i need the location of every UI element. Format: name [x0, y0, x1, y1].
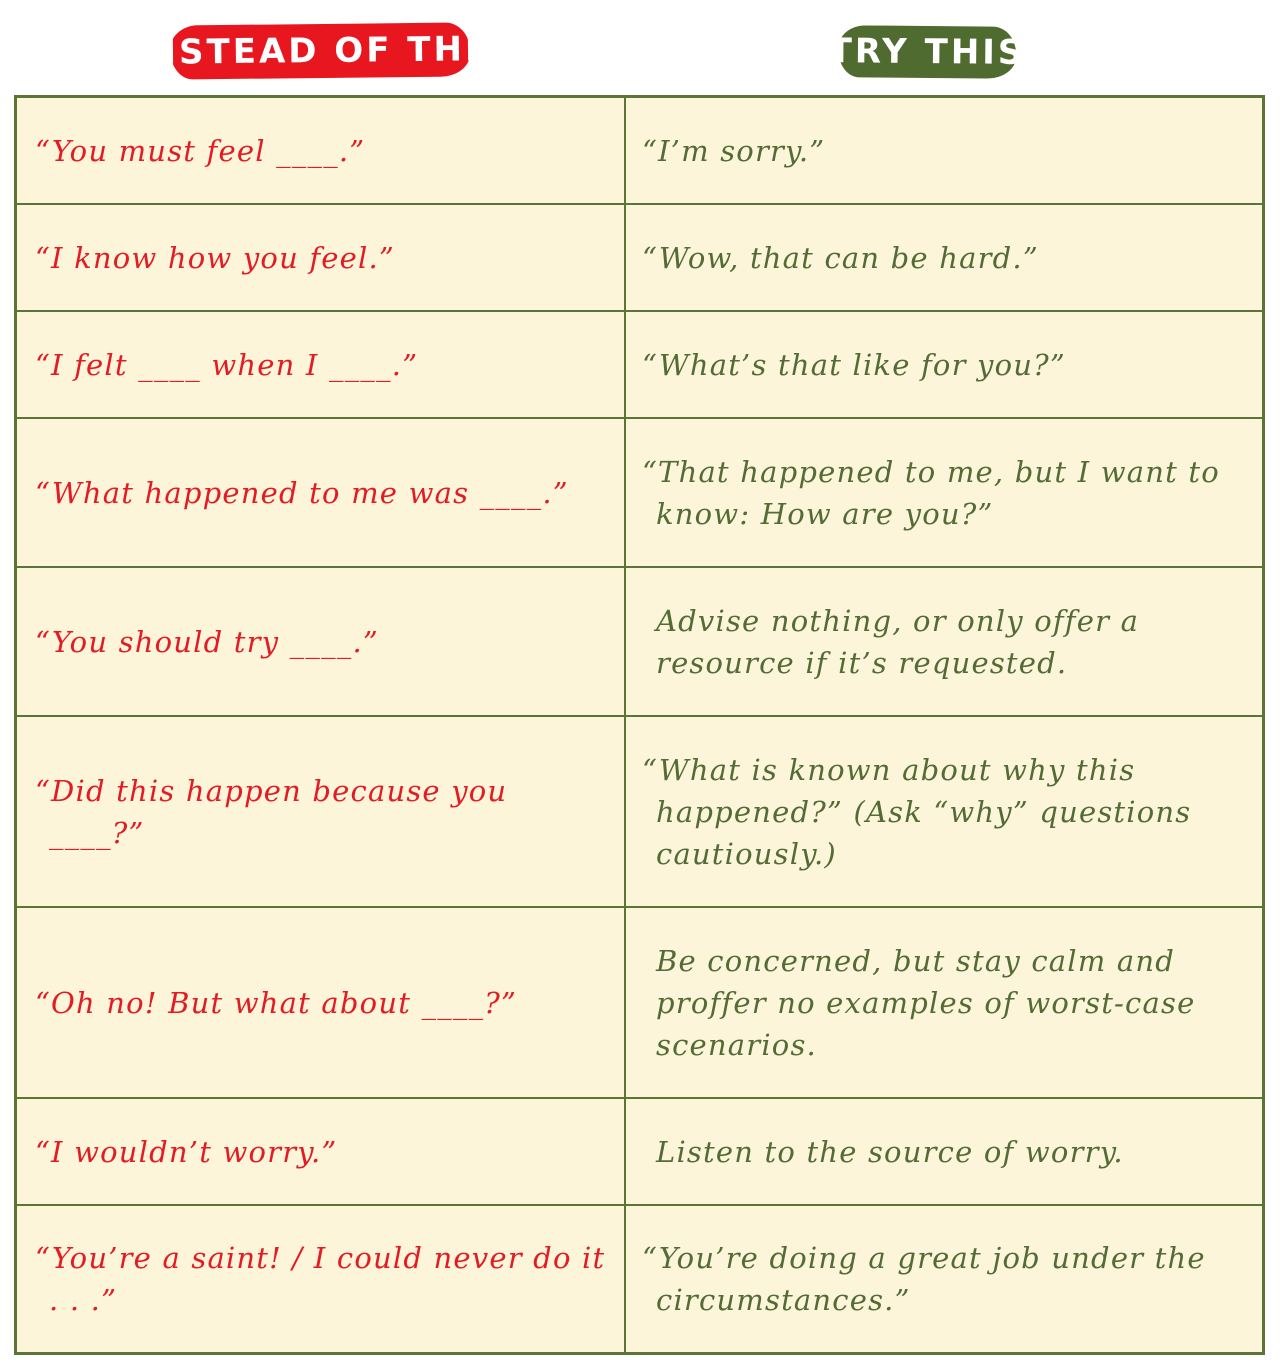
try-text: “I’m sorry.” [642, 133, 826, 168]
try-text: Be concerned, but stay calm and proffer no examples of worst-case scenarios. [656, 943, 1196, 1062]
try-cell [626, 98, 1262, 205]
try-cell [626, 419, 1262, 568]
try-text: “What is known about why this happened?” (Ask “why” questions cautiously.) [642, 752, 1192, 871]
instead-text: “I felt ____ when I ____.” [35, 347, 419, 382]
instead-cell [17, 568, 626, 717]
instead-cell [17, 98, 626, 205]
try-text: Advise nothing, or only offer a resource if it’s requested. [656, 603, 1140, 680]
instead-cell [17, 205, 626, 312]
instead-text: “You’re a saint! / I could never do it . . .” [35, 1241, 606, 1317]
instead-text: “Oh no! But what about ____?” [35, 985, 518, 1020]
try-this-header: TRY THIS [838, 25, 1016, 79]
instead-text: “You must feel ____.” [35, 133, 366, 168]
instead-text: “You should try ____.” [35, 624, 379, 659]
try-cell [626, 717, 1262, 908]
try-text: “That happened to me, but I want to know: How are you?” [642, 454, 1220, 531]
instead-cell [17, 1206, 626, 1352]
try-text: “What’s that like for you?” [642, 347, 1066, 382]
try-text: “You’re doing a great job under the circumstances.” [642, 1241, 1206, 1317]
try-cell [626, 568, 1262, 717]
comparison-table [14, 95, 1265, 1355]
try-cell [626, 1099, 1262, 1206]
instead-text: “I wouldn’t worry.” [35, 1134, 338, 1169]
instead-cell [17, 1099, 626, 1206]
instead-cell [17, 312, 626, 419]
instead-text: “What happened to me was ____.” [35, 475, 569, 510]
instead-of-this-header: INSTEAD OF THIS [170, 22, 471, 79]
try-cell [626, 312, 1262, 419]
instead-text: “I know how you feel.” [35, 240, 395, 275]
try-cell [626, 908, 1262, 1099]
try-text: Listen to the source of worry. [656, 1134, 1124, 1169]
try-cell [626, 1206, 1262, 1352]
try-text: “Wow, that can be hard.” [642, 240, 1039, 275]
instead-cell [17, 717, 626, 908]
instead-cell [17, 419, 626, 568]
instead-cell [17, 908, 626, 1099]
try-cell [626, 205, 1262, 312]
instead-text: “Did this happen because you ____?” [35, 773, 508, 850]
